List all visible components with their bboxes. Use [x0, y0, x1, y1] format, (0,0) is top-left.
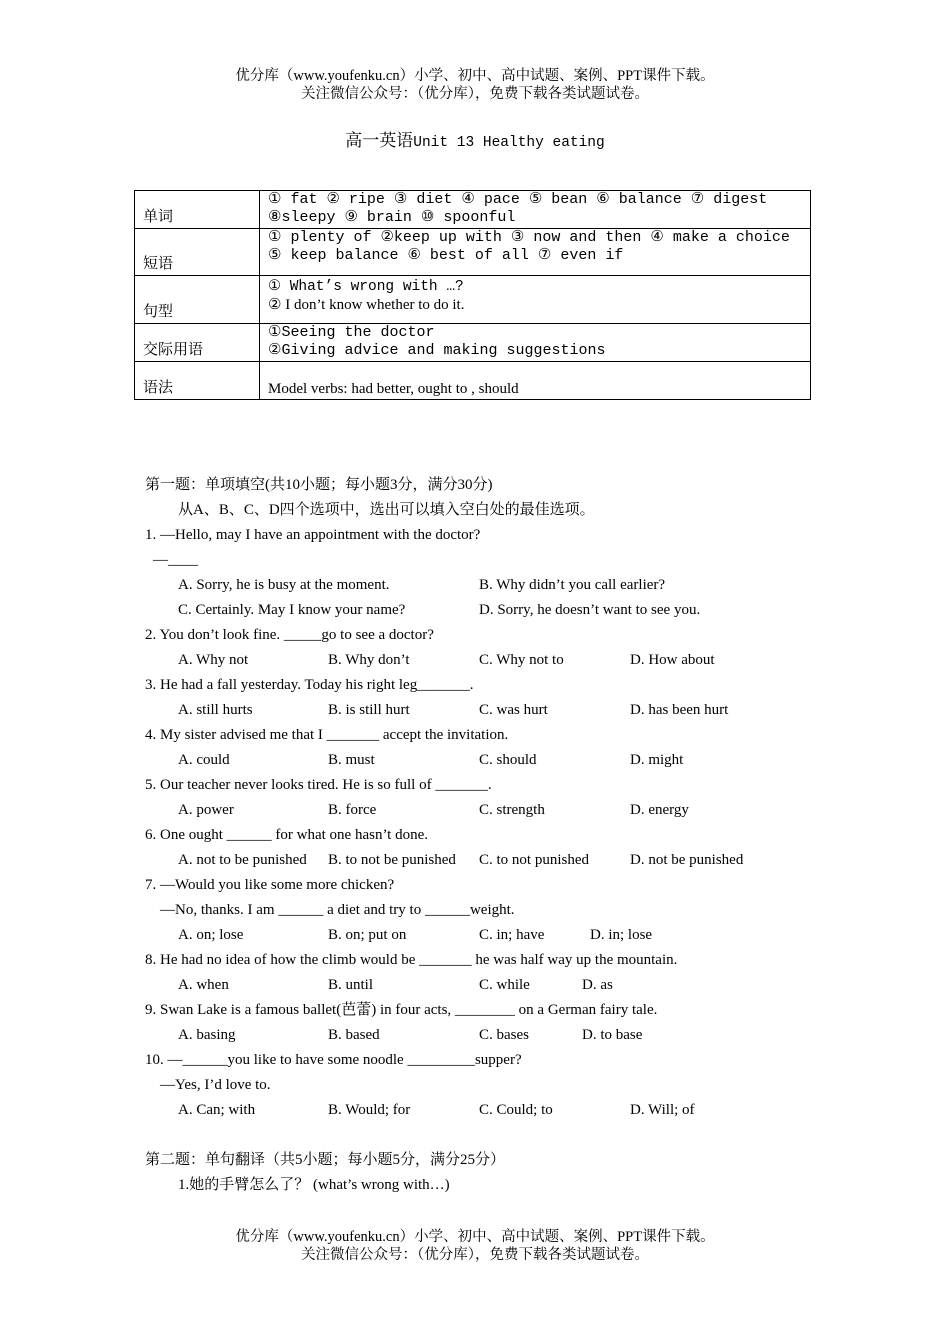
question-reply: —No, thanks. I am ______ a diet and try to ______weight.: [160, 902, 515, 918]
summary-row-vocab: [135, 191, 811, 229]
summary-key: 语法: [135, 362, 260, 400]
summary-line: ⑤ keep balance ⑥ best of all ⑦ even if: [268, 247, 624, 264]
section2-heading: 第二题：单句翻译（共5小题；每小题5分，满分25分）: [145, 1152, 506, 1168]
summary-key: 交际用语: [135, 324, 260, 362]
question-stem: 9. Swan Lake is a famous ballet(芭蕾) in four acts, ________ on a German fairy tale.: [145, 1002, 658, 1018]
question-stem: 1. —Hello, may I have an appointment with the doctor?: [145, 527, 481, 543]
option-a: A. on; lose: [178, 927, 244, 943]
summary-row-grammar: [135, 362, 811, 400]
option-d: D. not be punished: [630, 852, 744, 868]
option-a: A. still hurts: [178, 702, 253, 718]
question-stem: 6. One ought ______ for what one hasn’t done.: [145, 827, 429, 843]
option-row: [145, 973, 825, 998]
question-stem: 8. He had no idea of how the climb would be _______ he was half way up the mountain.: [145, 952, 678, 968]
option-b: B. Why didn’t you call earlier?: [479, 577, 666, 593]
option-c: C. bases: [479, 1027, 529, 1043]
page-footer: [0, 1228, 950, 1264]
option-c: C. to not punished: [479, 852, 590, 868]
option-a: A. basing: [178, 1027, 236, 1043]
option-row: [145, 923, 825, 948]
option-c: C. was hurt: [479, 702, 548, 718]
option-row: [145, 573, 825, 598]
question-reply: —____: [153, 552, 198, 568]
header-line-2: 关注微信公众号：（优分库），免费下载各类试题试卷。: [301, 86, 649, 102]
option-c: C. while: [479, 977, 530, 993]
title-en: Unit 13 Healthy eating: [413, 135, 605, 151]
option-row: [145, 748, 825, 773]
option-b: B. must: [328, 752, 375, 768]
question-stem: 7. —Would you like some more chicken?: [145, 877, 395, 893]
section1-instruction: 从A、B、C、D四个选项中，选出可以填入空白处的最佳选项。: [178, 502, 595, 518]
option-b: B. based: [328, 1027, 380, 1043]
footer-line-2: 关注微信公众号：（优分库），免费下载各类试题试卷。: [301, 1247, 649, 1263]
summary-line: Model verbs: had better, ought to , should: [268, 381, 519, 397]
option-b: B. to not be punished: [328, 852, 456, 868]
option-row: [145, 648, 825, 673]
option-a: A. Sorry, he is busy at the moment.: [178, 577, 390, 593]
option-row: [145, 1023, 825, 1048]
option-d: D. energy: [630, 802, 689, 818]
summary-line: ① plenty of ②keep up with ③ now and then ④ make a choice: [268, 229, 790, 246]
option-c: C. should: [479, 752, 537, 768]
option-b: B. is still hurt: [328, 702, 410, 718]
option-d: D. in; lose: [590, 927, 653, 943]
question-stem: 3. He had a fall yesterday. Today his right leg_______.: [145, 677, 474, 693]
option-c: C. strength: [479, 802, 545, 818]
translation-item: 1.她的手臂怎么了？ (what’s wrong with…): [178, 1177, 450, 1193]
option-c: C. in; have: [479, 927, 545, 943]
option-d: D. to base: [582, 1027, 643, 1043]
option-d: D. Sorry, he doesn’t want to see you.: [479, 602, 701, 618]
option-d: D. has been hurt: [630, 702, 729, 718]
option-a: A. when: [178, 977, 229, 993]
option-b: B. until: [328, 977, 374, 993]
summary-line: ① fat ② ripe ③ diet ④ pace ⑤ bean ⑥ balance ⑦ digest: [268, 191, 768, 208]
question-stem: 2. You don’t look fine. _____go to see a doctor?: [145, 627, 434, 643]
summary-key: 单词: [135, 191, 260, 229]
option-c: C. Certainly. May I know your name?: [178, 602, 406, 618]
option-b: B. on; put on: [328, 927, 407, 943]
summary-row-communication: [135, 324, 811, 362]
summary-row-phrases: [135, 229, 811, 276]
summary-line: ① What’s wrong with …?: [268, 279, 464, 295]
question-stem: 4. My sister advised me that I _______ accept the invitation.: [145, 727, 509, 743]
question-stem: 5. Our teacher never looks tired. He is so full of _______.: [145, 777, 492, 793]
page-title: [0, 126, 950, 151]
option-a: A. power: [178, 802, 234, 818]
option-row: [145, 1098, 825, 1123]
summary-table: [134, 190, 811, 400]
option-row: [145, 798, 825, 823]
option-d: D. How about: [630, 652, 715, 668]
option-a: A. Why not: [178, 652, 249, 668]
questions: [145, 473, 825, 1198]
title-cn: 高一英语: [345, 131, 414, 150]
footer-line-1: 优分库（www.youfenku.cn）小学、初中、高中试题、案例、PPT课件下载。: [235, 1229, 715, 1245]
option-d: D. might: [630, 752, 684, 768]
option-c: C. Why not to: [479, 652, 564, 668]
option-a: A. could: [178, 752, 230, 768]
option-row: [145, 598, 825, 623]
summary-row-sentences: [135, 276, 811, 324]
summary-key: 短语: [135, 229, 260, 276]
option-d: D. as: [582, 977, 613, 993]
option-a: A. Can; with: [178, 1102, 256, 1118]
option-row: [145, 848, 825, 873]
question-reply: —Yes, I’d love to.: [160, 1077, 271, 1093]
option-b: B. Would; for: [328, 1102, 411, 1118]
option-d: D. Will; of: [630, 1102, 695, 1118]
header-line-1: 优分库（www.youfenku.cn）小学、初中、高中试题、案例、PPT课件下载。: [235, 68, 715, 84]
page-header: [0, 67, 950, 103]
option-b: B. force: [328, 802, 377, 818]
summary-line: ② I don’t know whether to do it.: [268, 297, 465, 313]
section1-heading: 第一题：单项填空(共10小题；每小题3分，满分30分): [145, 477, 493, 493]
option-c: C. Could; to: [479, 1102, 553, 1118]
summary-line: ⑧sleepy ⑨ brain ⑩ spoonful: [268, 209, 516, 226]
option-b: B. Why don’t: [328, 652, 410, 668]
summary-line: ②Giving advice and making suggestions: [268, 342, 606, 359]
question-stem: 10. —______you like to have some noodle _________supper?: [145, 1052, 522, 1068]
option-row: [145, 698, 825, 723]
option-a: A. not to be punished: [178, 852, 307, 868]
summary-line: ①Seeing the doctor: [268, 324, 435, 341]
summary-key: 句型: [135, 276, 260, 324]
